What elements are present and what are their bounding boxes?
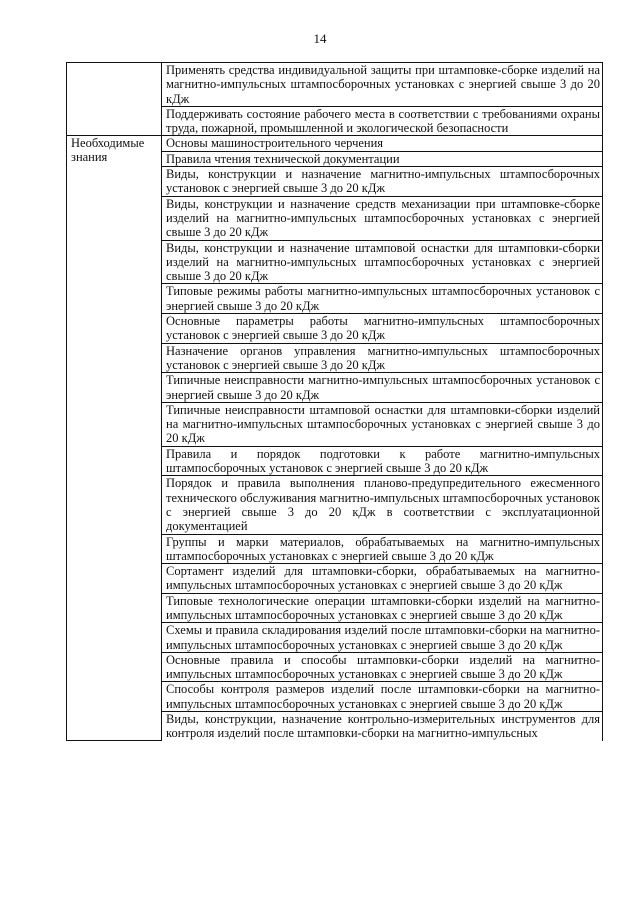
skill-item: Применять средства индивидуальной защиты при штамповке-сборке изделий на магнитно-импульсных штампосборочных установках с энергией свыше 3 до 20 кДж xyxy=(162,63,603,107)
knowledge-label-cell: Необходимые знания xyxy=(67,136,162,741)
page-number: 14 xyxy=(313,31,327,46)
knowledge-item: Основы машиностроительного черчения xyxy=(162,136,603,151)
knowledge-item: Сортамент изделий для штамповки-сборки, обрабатываемых на магнитно-импульсных штампосборочных установках с энергией свыше 3 до 20 кДж xyxy=(162,564,603,594)
knowledge-item: Виды, конструкции, назначение контрольно-измерительных инструментов для контроля изделий после штамповки-сборки на магнитно-импульсных xyxy=(162,712,603,741)
knowledge-item: Способы контроля размеров изделий после штамповки-сборки на магнитно-импульсных штампосборочных установках с энергией свыше 3 до 20 кДж xyxy=(162,682,603,712)
knowledge-item: Виды, конструкции и назначение средств механизации при штамповке-сборке изделий на магнитно-импульсных штампосборочных установках с энергией свыше 3 до 20 кДж xyxy=(162,196,603,240)
knowledge-item: Виды, конструкции и назначение штамповой оснастки для штамповки-сборки изделий на магнитно-импульсных штампосборочных установках с энергией свыше 3 до 20 кДж xyxy=(162,240,603,284)
knowledge-item: Схемы и правила складирования изделий после штамповки-сборки на магнитно-импульсных штампосборочных установках с энергией свыше 3 до 20 кДж xyxy=(162,623,603,653)
knowledge-item: Порядок и правила выполнения планово-предупредительного ежесменного технического обслуживания магнитно-импульсных штампосборочных установок с энергией свыше 3 до 20 кДж в соответствии с эксплуатационной документацией xyxy=(162,476,603,534)
knowledge-item: Основные правила и способы штамповки-сборки изделий на магнитно-импульсных штампосборочных установках с энергией свыше 3 до 20 кДж xyxy=(162,652,603,682)
knowledge-item: Виды, конструкции и назначение магнитно-импульсных штампосборочных установок с энергией свыше 3 до 20 кДж xyxy=(162,167,603,197)
skills-label-cell xyxy=(67,63,162,136)
knowledge-item: Типовые режимы работы магнитно-импульсных штампосборочных установок с энергией свыше 3 до 20 кДж xyxy=(162,284,603,314)
knowledge-item: Основные параметры работы магнитно-импульсных штампосборочных установок с энергией свыше 3 до 20 кДж xyxy=(162,314,603,344)
knowledge-item: Правила и порядок подготовки к работе магнитно-импульсных штампосборочных установок с энергией свыше 3 до 20 кДж xyxy=(162,446,603,476)
knowledge-item: Назначение органов управления магнитно-импульсных штампосборочных установок с энергией свыше 3 до 20 кДж xyxy=(162,343,603,373)
table-row xyxy=(67,136,603,151)
knowledge-item: Типовые технологические операции штамповки-сборки изделий на магнитно-импульсных штампосборочных установках с энергией свыше 3 до 20 кДж xyxy=(162,593,603,623)
knowledge-item: Типичные неисправности штамповой оснастки для штамповки-сборки изделий на магнитно-импульсных штампосборочных установках с энергией свыше 3 до 20 кДж xyxy=(162,402,603,446)
knowledge-item: Типичные неисправности магнитно-импульсных штампосборочных установок с энергией свыше 3 до 20 кДж xyxy=(162,373,603,403)
skill-item: Поддерживать состояние рабочего места в соответствии с требованиями охраны труда, пожарной, промышленной и экологической безопасности xyxy=(162,106,603,136)
table-row xyxy=(67,63,603,107)
knowledge-item: Правила чтения технической документации xyxy=(162,151,603,166)
requirements-table xyxy=(66,62,603,741)
knowledge-item: Группы и марки материалов, обрабатываемых на магнитно-импульсных штампосборочных установках с энергией свыше 3 до 20 кДж xyxy=(162,534,603,564)
